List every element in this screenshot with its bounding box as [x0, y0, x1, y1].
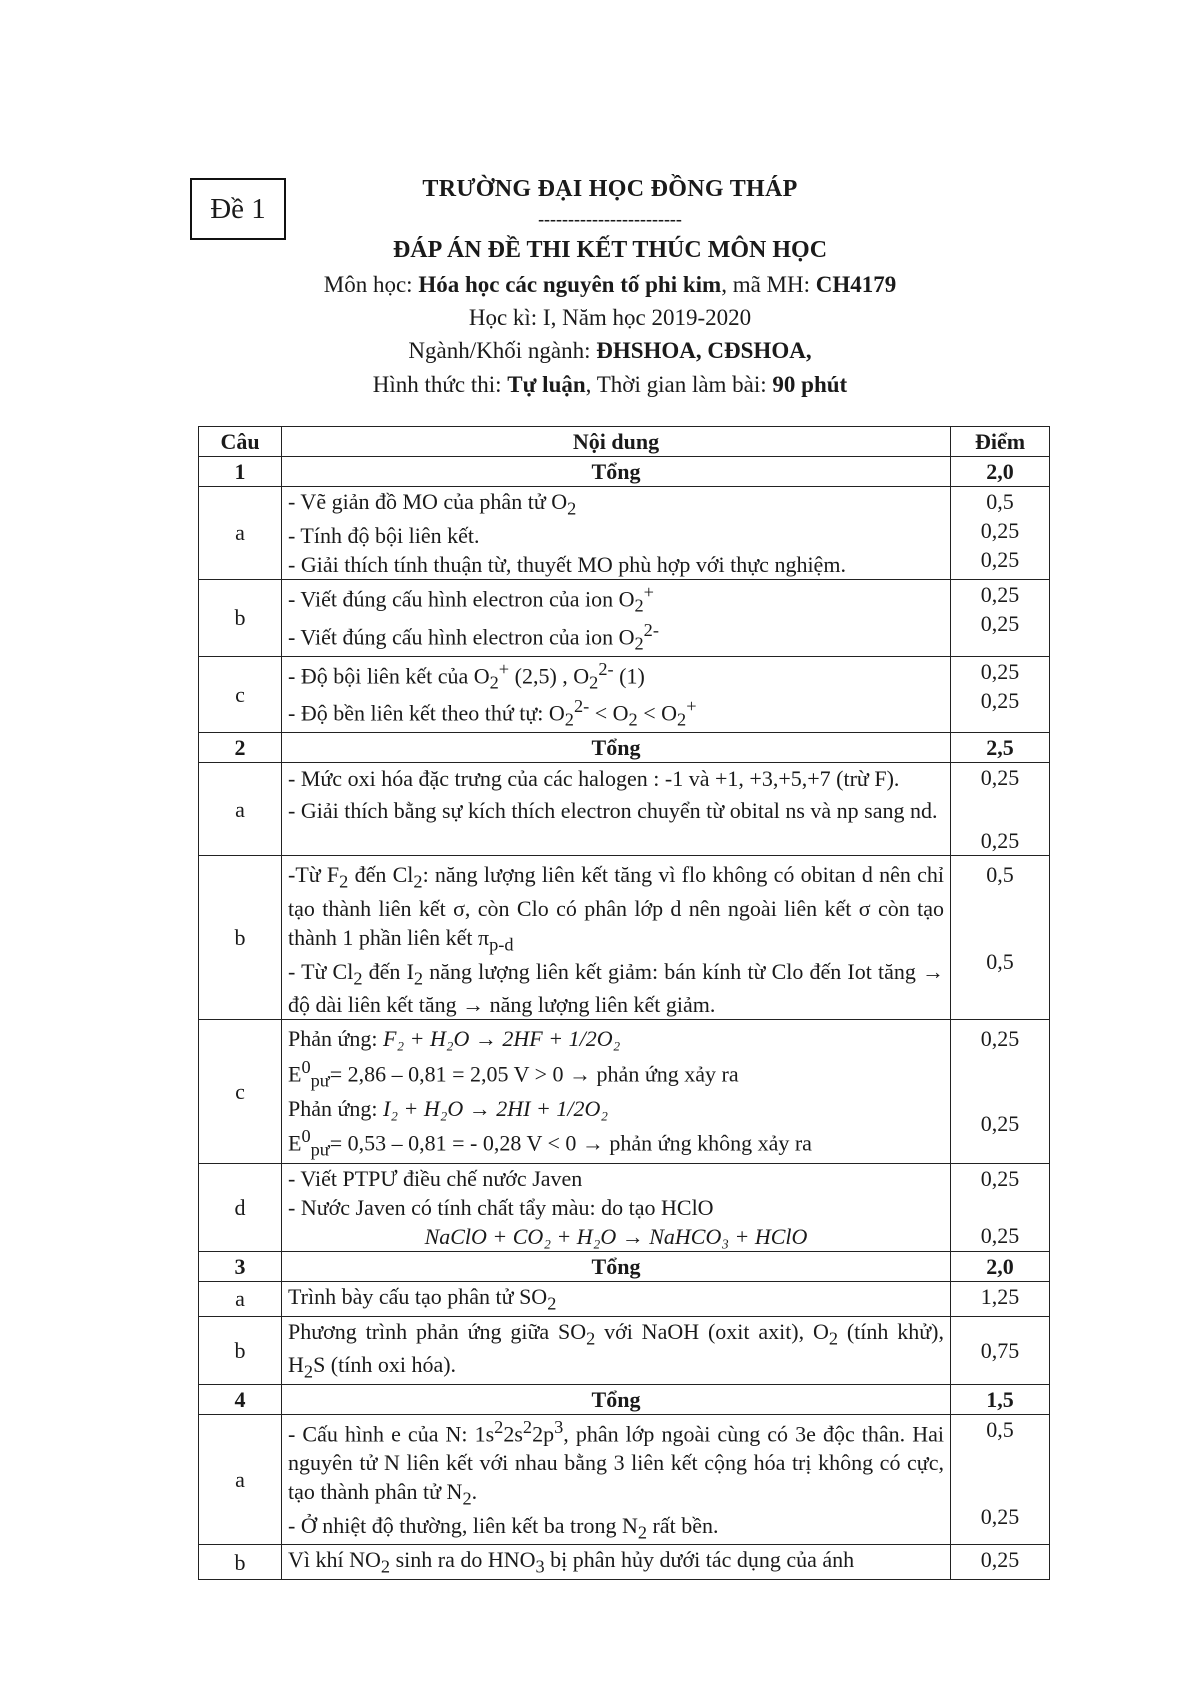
- answer-text: 2s: [503, 1421, 523, 1447]
- table-row: [199, 1252, 1050, 1282]
- table-row: [199, 1282, 1050, 1317]
- subscript: 2: [413, 871, 423, 892]
- points-cell: [951, 763, 1050, 856]
- points-cell: [951, 487, 1050, 580]
- answer-line: [288, 1024, 944, 1054]
- question-number: 4: [199, 1384, 282, 1414]
- subscript: 2: [339, 871, 349, 892]
- answer-text: .: [471, 1479, 478, 1505]
- answer-line: [288, 1055, 944, 1094]
- major-prefix: Ngành/Khối ngành:: [408, 338, 597, 364]
- points-cell: [951, 856, 1050, 1020]
- table-row: [199, 763, 1050, 856]
- total-label: Tổng: [282, 733, 951, 763]
- table-row: [199, 656, 1050, 733]
- superscript: 2-: [598, 658, 614, 679]
- part-label: d: [199, 1163, 282, 1251]
- points-value: 0,25: [980, 687, 1020, 713]
- total-points: 2,5: [951, 733, 1050, 763]
- superscript: +: [643, 581, 655, 602]
- subscript: 2: [303, 1361, 314, 1382]
- subscript: 3: [535, 1556, 545, 1577]
- subscript: 2: [380, 1556, 391, 1577]
- subscript: 2: [489, 672, 499, 693]
- table-row: [199, 1316, 1050, 1384]
- part-label: a: [199, 1414, 282, 1545]
- answer-text: - Viết đúng cấu hình electron của ion O: [288, 586, 635, 612]
- subscript: 2: [462, 1488, 472, 1509]
- total-label: Tổng: [282, 1384, 951, 1414]
- superscript: +: [686, 696, 697, 717]
- answer-text: Vì khí NO: [288, 1547, 381, 1573]
- answer-line: [288, 1511, 944, 1545]
- answer-content: [282, 763, 951, 856]
- superscript: 3: [554, 1416, 564, 1437]
- points-cell: [951, 656, 1050, 733]
- answer-text: rất bền.: [647, 1512, 719, 1538]
- answer-line: [288, 1094, 944, 1124]
- points-value: 0,25: [980, 765, 1020, 791]
- time-value: 90 phút: [772, 371, 848, 397]
- subscript: pư: [310, 1139, 330, 1160]
- superscript: 2: [494, 1416, 504, 1437]
- major-line: [250, 334, 970, 367]
- answer-text: E: [288, 1130, 302, 1156]
- points-value: 0,25: [980, 547, 1020, 573]
- document-title: ĐÁP ÁN ĐỀ THI KẾT THÚC MÔN HỌC: [392, 236, 828, 263]
- table-header-row: [199, 427, 1050, 457]
- points-value: 0,25: [980, 610, 1020, 636]
- question-number: 3: [199, 1252, 282, 1282]
- part-label: a: [199, 1282, 282, 1317]
- points-value: 0,5: [986, 489, 1014, 515]
- answer-line: [288, 657, 944, 695]
- points-value: 1,25: [951, 1282, 1050, 1317]
- points-value: 0,25: [980, 1165, 1020, 1191]
- subject-line: [250, 268, 970, 301]
- total-label: Tổng: [282, 457, 951, 487]
- subscript: pư: [310, 1070, 330, 1091]
- answer-text: , phân lớp ngoài cùng có 3e độc thân. Hai nguyên tử N liên kết với nhau bằng 3 liên kết cộng hóa trị không có cực, tạo thành phân tử N: [288, 1421, 944, 1505]
- superscript: 2: [522, 1416, 533, 1437]
- answer-content: [282, 656, 951, 733]
- answer-line: [288, 694, 944, 732]
- answer-text: - Vẽ giản đồ MO của phân tử O: [288, 489, 568, 515]
- subscript: 2: [634, 633, 644, 654]
- col-header-diem: Điểm: [951, 427, 1050, 457]
- answer-content: [282, 1414, 951, 1545]
- points-value: 0,75: [951, 1316, 1050, 1384]
- part-label: b: [199, 856, 282, 1020]
- semester-line: Học kì: I, Năm học 2019-2020: [468, 305, 752, 331]
- points-value: 0,25: [980, 581, 1020, 607]
- points-value: 0,5: [986, 949, 1014, 975]
- part-label: c: [199, 1020, 282, 1164]
- answer-text: - Viết đúng cấu hình electron của ion O: [288, 623, 635, 649]
- answer-text: (2,5) , O: [514, 662, 590, 688]
- subject-code-prefix: , mã MH:: [721, 271, 816, 297]
- reaction-equation: I₂ + H₂O → 2HI + 1/2O₂: [383, 1095, 608, 1121]
- points-value: 0,25: [980, 658, 1020, 684]
- subscript: p-d: [489, 934, 514, 955]
- answer-text: -Từ F: [288, 862, 340, 888]
- points-value: 0,25: [951, 1545, 1050, 1580]
- points-value: 0,25: [980, 828, 1020, 854]
- exam-form-line: [250, 368, 970, 401]
- answer-line: - Giải thích tính thuận từ, thuyết MO phù hợp với thực nghiệm.: [288, 551, 846, 577]
- answer-text: bị phân hủy dưới tác dụng của ánh: [544, 1547, 855, 1573]
- superscript: +: [498, 658, 510, 679]
- answer-text: < O: [589, 700, 629, 726]
- subscript: 2: [547, 1293, 557, 1314]
- answer-text: (tính khử), H: [288, 1318, 944, 1378]
- subscript: 2: [564, 710, 574, 731]
- answer-content: [282, 1020, 951, 1164]
- subscript: 2: [586, 1328, 596, 1349]
- header-divider: ------------------------: [538, 208, 682, 229]
- answer-line: [288, 860, 944, 956]
- answer-text: - Cấu hình e của N: 1s: [288, 1421, 495, 1447]
- part-label: b: [199, 1545, 282, 1580]
- answer-text: = 2,86 – 0,81 = 2,05 V > 0 → phản ứng xảy ra: [329, 1060, 739, 1086]
- table-row: [199, 1163, 1050, 1251]
- answer-text: Trình bày cấu tạo phân tử SO: [288, 1284, 548, 1310]
- answer-content: [282, 1545, 951, 1580]
- points-value: 0,25: [980, 1111, 1020, 1137]
- answer-line: [288, 618, 944, 656]
- form-prefix: Hình thức thi:: [372, 371, 508, 397]
- subject-prefix: Môn học:: [323, 271, 419, 297]
- time-prefix: , Thời gian làm bài:: [585, 371, 773, 397]
- answer-text: - Độ bền liên kết theo thứ tự: O: [288, 700, 565, 726]
- points-value: 0,5: [986, 862, 1014, 888]
- answer-line: [288, 957, 944, 1020]
- answer-content: [282, 1282, 951, 1317]
- answer-text: Phản ứng:: [288, 1095, 384, 1121]
- points-value: 0,25: [980, 1222, 1020, 1248]
- part-label: c: [199, 656, 282, 733]
- answer-content: [282, 579, 951, 656]
- answer-line: - Nước Javen có tính chất tẩy màu: do tạo HClO: [288, 1194, 714, 1220]
- answer-text: với NaOH (oxit axit), O: [595, 1318, 829, 1344]
- part-label: a: [199, 763, 282, 856]
- answer-text: = 0,53 – 0,81 = - 0,28 V < 0 → phản ứng không xảy ra: [329, 1130, 812, 1156]
- table-row: [199, 1414, 1050, 1545]
- total-points: 1,5: [951, 1384, 1050, 1414]
- subscript: 2: [589, 672, 599, 693]
- part-label: b: [199, 579, 282, 656]
- table-row: [199, 1545, 1050, 1580]
- answer-content: [282, 1163, 951, 1251]
- major-value: ĐHSHOA, CĐSHOA,: [596, 338, 812, 364]
- answer-text: - Độ bội liên kết của O: [288, 662, 490, 688]
- answer-text: S (tính oxi hóa).: [313, 1352, 457, 1378]
- answer-line: [288, 1124, 944, 1163]
- question-number: 1: [199, 457, 282, 487]
- answer-line: - Giải thích bằng sự kích thích electron chuyển từ obital ns và np sang nd.: [288, 798, 938, 824]
- answer-line: [288, 1415, 944, 1511]
- subscript: 2: [634, 595, 644, 616]
- subscript: 2: [628, 710, 638, 731]
- total-label: Tổng: [282, 1252, 951, 1282]
- answer-text: E: [288, 1060, 302, 1086]
- answer-text: đến I: [362, 958, 414, 984]
- answer-line: [288, 487, 944, 521]
- answer-content: [282, 856, 951, 1020]
- table-row: [199, 733, 1050, 763]
- subject-name: Hóa học các nguyên tố phi kim: [418, 271, 722, 297]
- subscript: 2: [637, 1522, 648, 1543]
- part-label: a: [199, 487, 282, 580]
- reaction-equation: F₂ + H₂O → 2HF + 1/2O₂: [383, 1026, 621, 1052]
- subscript: 2: [677, 710, 687, 731]
- answer-text: : năng lượng liên kết tăng vì flo không có obitan d nên chỉ tạo thành liên kết σ, còn Clo có phân lớp d nên ngoài liên kết σ còn tạo thành 1 phần liên kết π: [288, 862, 944, 951]
- points-cell: [951, 579, 1050, 656]
- total-points: 2,0: [951, 457, 1050, 487]
- answer-content: [282, 1316, 951, 1384]
- reaction-equation: NaClO + CO₂ + H₂O → NaHCO₃ + HClO: [424, 1224, 808, 1249]
- answer-line: - Tính độ bội liên kết.: [288, 522, 480, 548]
- answer-text: sinh ra do HNO: [390, 1547, 536, 1573]
- col-header-noidung: Nội dung: [282, 427, 951, 457]
- answer-text: đến Cl: [348, 862, 414, 888]
- superscript: 2-: [643, 619, 659, 640]
- answer-text: - Từ Cl: [288, 958, 354, 984]
- points-value: 0,25: [980, 1026, 1020, 1052]
- answer-text: (1): [619, 662, 645, 688]
- points-cell: [951, 1414, 1050, 1545]
- superscript: 2-: [573, 696, 590, 717]
- superscript: 0: [301, 1125, 311, 1146]
- exam-code-label: Đề 1: [210, 192, 266, 225]
- subject-code: CH4179: [815, 271, 897, 297]
- points-value: 0,5: [986, 1416, 1014, 1442]
- answer-content: [282, 487, 951, 580]
- school-name: TRƯỜNG ĐẠI HỌC ĐỒNG THÁP: [422, 176, 798, 202]
- table-row: [199, 457, 1050, 487]
- subscript: 2: [353, 968, 363, 988]
- subscript: 2: [567, 498, 577, 519]
- col-header-cau: Câu: [199, 427, 282, 457]
- form-value: Tự luận: [507, 371, 586, 397]
- document-header: [250, 172, 970, 401]
- table-row: [199, 487, 1050, 580]
- answer-table: [198, 426, 1050, 1580]
- subscript: 2: [413, 968, 424, 988]
- part-label: b: [199, 1316, 282, 1384]
- answer-text: 2p: [532, 1421, 555, 1447]
- answer-text: < O: [637, 700, 678, 726]
- points-cell: [951, 1020, 1050, 1164]
- table-row: [199, 579, 1050, 656]
- total-points: 2,0: [951, 1252, 1050, 1282]
- table-row: [199, 1020, 1050, 1164]
- question-number: 2: [199, 733, 282, 763]
- points-value: 0,25: [980, 1503, 1020, 1529]
- answer-text: Phản ứng:: [288, 1026, 384, 1052]
- answer-text: Phương trình phản ứng giữa SO: [288, 1318, 587, 1344]
- points-value: 0,25: [980, 518, 1020, 544]
- superscript: 0: [301, 1056, 311, 1077]
- table-row: [199, 856, 1050, 1020]
- answer-text: năng lượng liên kết giảm: bán kính từ Clo đến Iot tăng → độ dài liên kết tăng → năng lượng liên kết giảm.: [288, 958, 945, 1018]
- subscript: 2: [828, 1328, 839, 1349]
- points-cell: [951, 1163, 1050, 1251]
- answer-line: - Viết PTPƯ điều chế nước Javen: [288, 1165, 583, 1191]
- answer-line: [288, 580, 944, 618]
- answer-line: - Mức oxi hóa đặc trưng của các halogen : -1 và +1, +3,+5,+7 (trừ F).: [288, 766, 900, 792]
- table-row: [199, 1384, 1050, 1414]
- answer-text: - Ở nhiệt độ thường, liên kết ba trong N: [288, 1512, 638, 1538]
